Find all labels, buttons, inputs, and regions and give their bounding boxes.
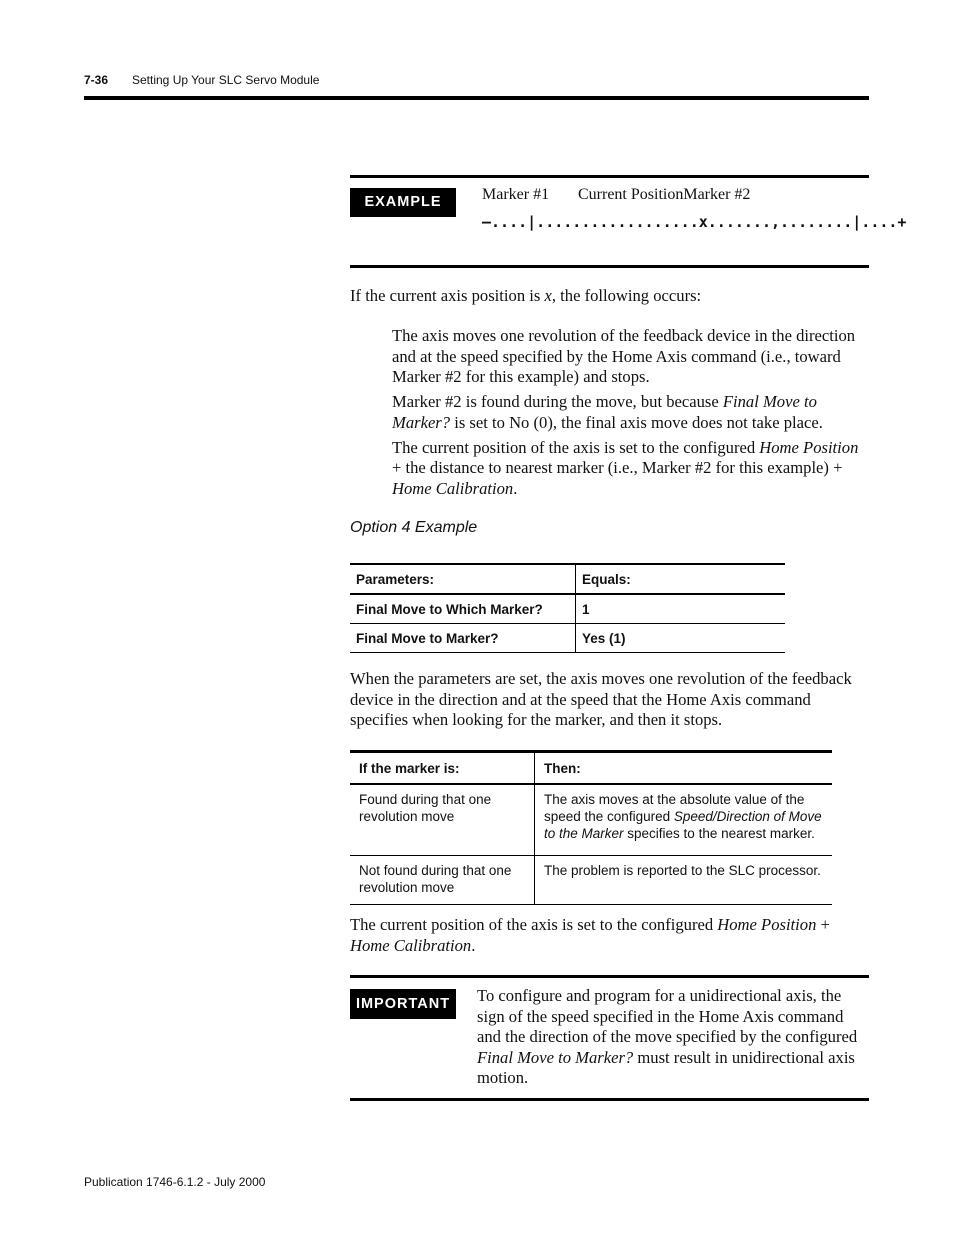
header-equals: Equals:: [576, 564, 786, 594]
example-label: EXAMPLE: [350, 188, 456, 217]
intro-text-end: , the following occurs:: [551, 286, 702, 305]
result-not-found: The problem is reported to the SLC processor.: [535, 856, 833, 905]
marker1-label: Marker #1: [482, 186, 550, 203]
parameter-table: [350, 563, 785, 653]
marker2-label: Marker #2: [683, 186, 751, 203]
param-name: Final Move to Marker?: [350, 624, 576, 653]
param-value: Yes (1): [576, 624, 786, 653]
condition-found: Found during that one revolution move: [350, 784, 535, 856]
example-bottom-rule: [350, 265, 869, 268]
table-row: [350, 624, 785, 653]
publication-footer: Publication 1746-6.1.2 - July 2000: [84, 1175, 266, 1189]
header-then: Then:: [535, 752, 833, 785]
important-text: To configure and program for a unidirectional axis, the sign of the speed specified in the Home Axis command and the direction of the move specified by the configured Final Move to Marker? must result in unidirectional axis motion.: [477, 986, 858, 1087]
important-label: IMPORTANT: [350, 989, 456, 1019]
header-parameters: Parameters:: [350, 564, 576, 594]
section-title: Setting Up Your SLC Servo Module: [132, 73, 320, 87]
marker-labels: [482, 186, 750, 204]
marker-table: [350, 750, 832, 905]
intro-text: If the current axis position is: [350, 286, 545, 305]
table-row: [350, 784, 832, 856]
table-header-row: [350, 564, 785, 594]
table-row: [350, 594, 785, 624]
axis-line: –....|..................x.......,........|....+: [482, 213, 907, 231]
condition-not-found: Not found during that one revolution move: [350, 856, 535, 905]
current-position-label: Current Position: [578, 186, 684, 203]
param-name: Final Move to Which Marker?: [350, 594, 576, 624]
intro-paragraph: [350, 286, 701, 307]
important-top-rule: [350, 975, 869, 978]
step-3: The current position of the axis is set to the configured Home Position + the distance to nearest marker (i.e., Marker #2 for this example) + Home Calibration.: [392, 437, 859, 498]
table-row: [350, 856, 832, 905]
header-if-marker: If the marker is:: [350, 752, 535, 785]
example-top-rule: [350, 175, 869, 178]
intro-variable: x: [544, 286, 552, 305]
parameters-paragraph: When the parameters are set, the axis moves one revolution of the feedback device in the direction and at the speed that the Home Axis command specifies when looking for the marker, and then it stops.: [350, 669, 852, 729]
step-2: Marker #2 is found during the move, but because Final Move to Marker? is set to No (0), the final axis move does not take place.: [392, 392, 823, 432]
important-bottom-rule: [350, 1098, 869, 1101]
final-paragraph: The current position of the axis is set to the configured Home Position + Home Calibration.: [350, 915, 830, 955]
table-header-row: [350, 752, 832, 785]
step-1: The axis moves one revolution of the feedback device in the direction and at the speed specified by the Home Axis command (i.e., toward Marker #2 for this example) and stops.: [392, 326, 856, 386]
result-found: The axis moves at the absolute value of the speed the configured Speed/Direction of Move to the Marker specifies to the nearest marker.: [535, 784, 833, 856]
page-number: 7-36: [84, 73, 109, 87]
table-caption: Option 4 Example: [350, 519, 478, 536]
steps-block: [392, 326, 868, 504]
param-value: 1: [576, 594, 786, 624]
header-rule: [84, 96, 869, 100]
